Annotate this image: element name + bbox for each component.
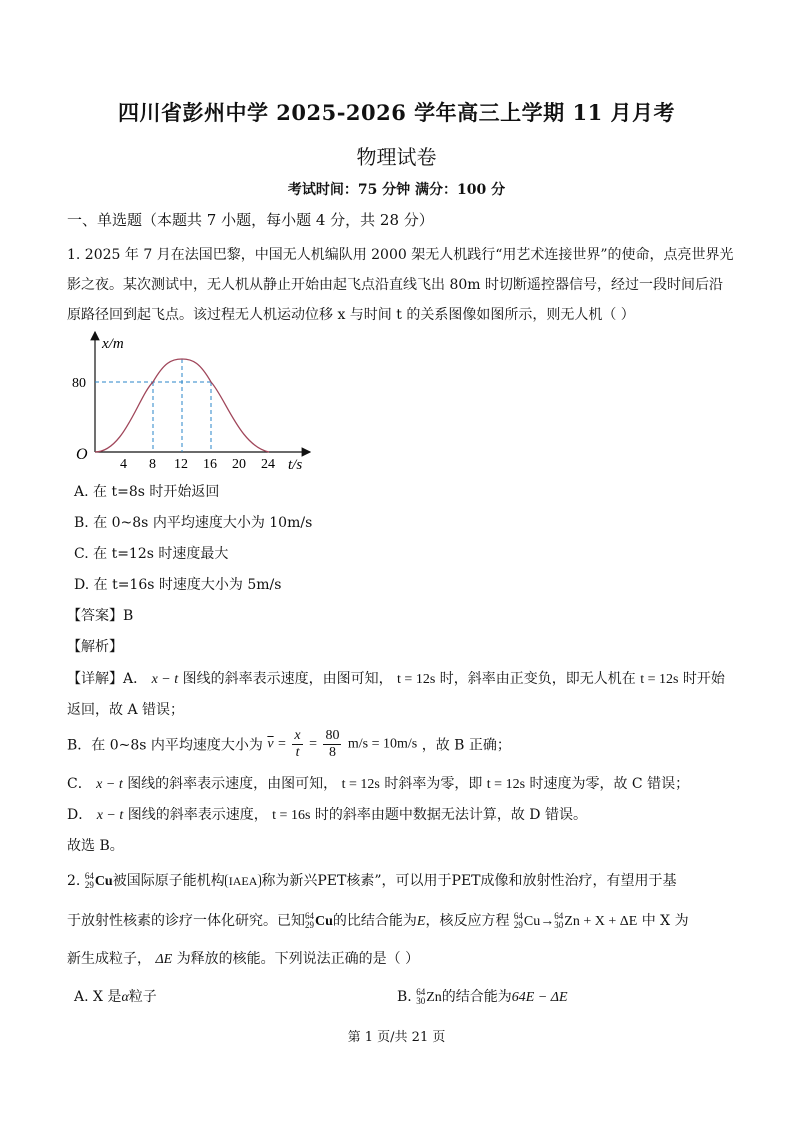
x-tick-12: 12 <box>174 457 188 472</box>
q2-option-b <box>397 986 568 1006</box>
answer-label: 【答案】B <box>67 608 134 624</box>
text: ，核反应方程 <box>425 913 510 929</box>
iaea-label: IAEA <box>225 874 262 888</box>
mass-number: 64 <box>305 911 314 921</box>
q1-line-3: 原路径回到起飞点。该过程无人机运动位移 x 与时间 t 的关系图像如图所示，则无人机（ ） <box>67 307 635 323</box>
q1-option-c: C. 在 t=12s 时速度最大 <box>74 546 229 562</box>
math: t = 12s <box>486 777 526 792</box>
page-subtitle: 物理试卷 <box>356 145 437 169</box>
reaction-arrow: → <box>540 914 555 929</box>
q2-line-3 <box>67 948 419 968</box>
question-number: 2. <box>67 873 81 889</box>
section-heading: 一、单选题（本题共 7 小题，每小题 4 分，共 28 分） <box>67 211 434 229</box>
detail-line-a <box>67 668 725 688</box>
mass-number: 64 <box>554 911 564 921</box>
math: t = 16s <box>272 808 311 823</box>
text: 称为新兴PET核素”，可以用于PET成像和放射性治疗，有望用于基 <box>261 873 677 889</box>
q1-line-2: 影之夜。某次测试中，无人机从静止开始由起飞点沿直线飞出 80m 时切断遥控器信号，经过一段时间后沿 <box>67 277 723 293</box>
x-tick-16: 16 <box>203 457 217 472</box>
q1-option-d: D. 在 t=16s 时速度大小为 5m/s <box>74 577 282 593</box>
text: 时开始 <box>682 671 725 687</box>
text: D． <box>67 807 93 823</box>
conclusion: 故选 B。 <box>67 838 124 854</box>
text: 中 X 为 <box>641 913 689 929</box>
alpha-symbol: α <box>121 990 129 1005</box>
text: C． <box>67 776 92 792</box>
atomic-number: 29 <box>305 920 314 930</box>
y-axis-label: x/m <box>102 336 124 352</box>
text: 的比结合能为 <box>332 913 417 929</box>
x-tick-4: 4 <box>120 457 127 472</box>
mass-number: 64 <box>84 871 94 881</box>
q2-line-2 <box>67 910 689 930</box>
atomic-number: 29 <box>513 920 523 930</box>
text: 时的斜率由题中数据无法计算，故 D 错误。 <box>314 807 587 823</box>
math: x − t <box>96 777 123 792</box>
atomic-number: 30 <box>554 920 564 930</box>
element-cu: Cu <box>94 874 113 889</box>
detail-line-d <box>67 804 587 824</box>
xt-graph <box>70 326 320 476</box>
math-expression: 64E − ΔE <box>511 990 568 1005</box>
text: 【详解】A． <box>67 671 148 687</box>
equals: = <box>309 736 317 752</box>
denominator: t <box>295 745 300 760</box>
element-cu: Cu <box>315 914 333 929</box>
text: 时速度为零，故 C 错误； <box>529 776 690 792</box>
numerator: 80 <box>325 728 340 743</box>
element-cu: Cu <box>523 914 541 929</box>
text: 时，斜率由正变负，即无人机在 <box>439 671 636 687</box>
mass-number: 64 <box>513 911 523 921</box>
atomic-number: 29 <box>84 880 94 890</box>
origin-label: O <box>76 446 88 463</box>
text: 为释放的核能。下列说法正确的是（ ） <box>176 951 420 967</box>
detail-line-a2: 返回，故 A 错误； <box>67 702 185 718</box>
reaction-products: Zn + X + ΔE <box>564 914 638 929</box>
q1-line-1: 1. 2025 年 7 月在法国巴黎，中国无人机编队用 2000 架无人机践行“用艺术连接世界”的使命，点亮世界光 <box>67 247 734 263</box>
isotope-cu <box>305 912 314 930</box>
math: t = 12s <box>397 672 436 687</box>
x-tick-20: 20 <box>232 457 246 472</box>
exam-meta: 考试时间：75 分钟 满分：100 分 <box>287 182 506 198</box>
q1-option-b: B. 在 0~8s 内平均速度大小为 10m/s <box>74 515 313 531</box>
q2-line-1 <box>67 870 677 890</box>
fraction-80-8 <box>323 728 341 761</box>
fraction-x-t <box>292 728 302 761</box>
text: 图线的斜率表示速度，由图可知， <box>182 671 393 687</box>
math: x − t <box>96 808 124 823</box>
math: t = 12s <box>341 777 380 792</box>
text: 粒子 <box>128 989 157 1005</box>
text: 时斜率为零，即 <box>384 776 483 792</box>
text: B．在 0~8s 内平均速度大小为 <box>67 737 263 754</box>
isotope-cu <box>85 872 94 890</box>
text: 的结合能为 <box>441 989 512 1005</box>
x-axis-label: t/s <box>288 457 303 473</box>
x-tick-labels <box>120 457 275 472</box>
text: 新生成粒子， <box>67 951 151 967</box>
math-delta-e: ΔE <box>155 952 173 967</box>
text: A. X 是 <box>74 989 122 1005</box>
y-tick-80: 80 <box>72 376 86 391</box>
atomic-number: 30 <box>416 996 426 1006</box>
v-bar: $\overline{v}$ <box>267 736 274 752</box>
detail-line-c <box>67 773 689 793</box>
numerator: x <box>294 728 301 743</box>
page-footer: 第 1 页/共 21 页 <box>347 1030 446 1045</box>
math: x − t <box>151 672 179 687</box>
q1-option-a: A. 在 t=8s 时开始返回 <box>74 484 220 500</box>
equals: = <box>278 736 286 752</box>
denominator: 8 <box>328 745 336 760</box>
q2-option-a <box>74 986 157 1006</box>
guide-lines <box>95 359 211 452</box>
isotope-zn <box>416 988 425 1006</box>
x-tick-8: 8 <box>149 457 156 472</box>
x-tick-24: 24 <box>261 457 275 472</box>
element-zn: Zn <box>426 990 442 1005</box>
text: 被国际原子能机构 <box>112 873 225 889</box>
text: ，故 B 正确； <box>421 737 511 754</box>
isotope-zn <box>554 912 563 930</box>
text: 图线的斜率表示速度，由图可知， <box>127 776 338 792</box>
isotope-cu <box>514 912 523 930</box>
math-e: E <box>416 914 426 929</box>
detail-line-b <box>67 728 511 761</box>
text: 图线的斜率表示速度， <box>127 807 268 823</box>
mass-number: 64 <box>416 987 426 997</box>
text: B. <box>397 989 412 1005</box>
page-title: 四川省彭州中学 2025-2026 学年高三上学期 11 月月考 <box>117 100 676 125</box>
text: 于放射性核素的诊疗一体化研究。已知 <box>67 913 305 929</box>
analysis-label: 【解析】 <box>67 639 123 655</box>
math: t = 12s <box>640 672 679 687</box>
unit: m/s = 10m/s <box>347 736 418 752</box>
